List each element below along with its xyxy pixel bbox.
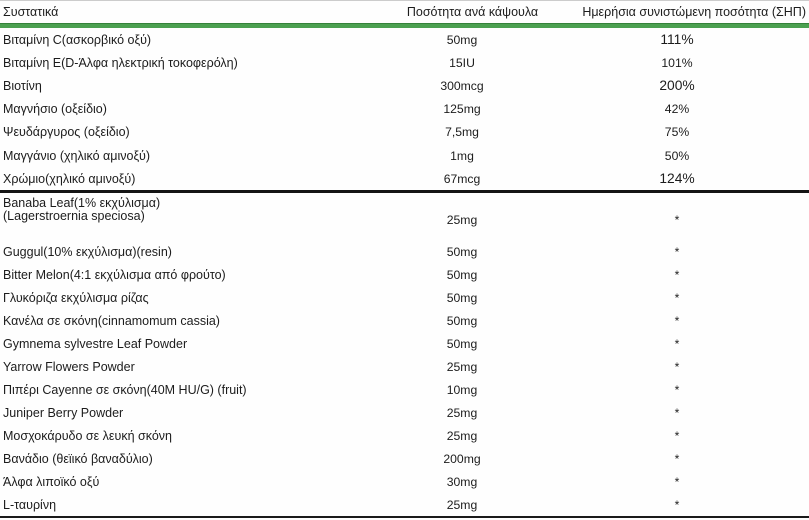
daily-value-cell: 200% bbox=[659, 78, 695, 94]
ingredient-cell: Κανέλα σε σκόνη(cinnamomum cassia) bbox=[3, 313, 220, 328]
daily-value-cell: * bbox=[674, 405, 680, 420]
daily-value-cell: * bbox=[674, 451, 680, 466]
daily-value-cell: 124% bbox=[659, 171, 695, 187]
daily-value-cell: * bbox=[674, 213, 680, 228]
amount-cell: 50mg bbox=[446, 336, 478, 351]
ingredient-cell: Βιταμίνη C(ασκορβικό οξύ) bbox=[3, 32, 152, 47]
table-row bbox=[0, 309, 809, 332]
ingredient-cell: Μαγγάνιο (χηλικό αμινοξύ) bbox=[3, 148, 151, 163]
herbal-ingredients-section bbox=[0, 193, 809, 516]
table-row bbox=[0, 240, 809, 263]
table-row bbox=[0, 167, 809, 190]
table-bottom-rule bbox=[0, 516, 809, 518]
daily-value-cell: * bbox=[674, 428, 680, 443]
amount-cell: 50mg bbox=[446, 244, 478, 259]
table-header-row bbox=[0, 1, 809, 23]
ingredient-cell: Ψευδάργυρος (οξείδιο) bbox=[3, 125, 130, 140]
table-row bbox=[0, 401, 809, 424]
header-amount-per-capsule: Ποσότητα ανά κάψουλα bbox=[406, 5, 539, 19]
table-row bbox=[0, 493, 809, 516]
ingredient-line-2: (Lagerstroernia speciosa) bbox=[3, 209, 145, 224]
amount-cell: 15IU bbox=[449, 55, 475, 70]
table-row bbox=[0, 286, 809, 309]
table-row bbox=[0, 378, 809, 401]
table-row bbox=[0, 263, 809, 286]
daily-value-cell: * bbox=[674, 336, 680, 351]
ingredient-cell: Yarrow Flowers Powder bbox=[3, 359, 135, 374]
ingredient-cell: Βιταμίνη E(D-Άλφα ηλεκτρική τοκοφερόλη) bbox=[3, 55, 238, 70]
amount-cell: 25mg bbox=[446, 405, 478, 420]
table-row bbox=[0, 121, 809, 144]
amount-cell: 50mg bbox=[446, 32, 478, 47]
table-row bbox=[0, 74, 809, 97]
daily-value-cell: * bbox=[674, 267, 680, 282]
ingredient-cell: Γλυκόριζα εκχύλισμα ρίζας bbox=[3, 290, 149, 305]
amount-cell: 300mcg bbox=[440, 78, 484, 93]
ingredient-cell: Μοσχοκάρυδο σε λευκή σκόνη bbox=[3, 428, 172, 443]
ingredient-cell: Guggul(10% εκχύλισμα)(resin) bbox=[3, 244, 172, 259]
table-row bbox=[0, 332, 809, 355]
ingredient-cell: Άλφα λιποϊκό οξύ bbox=[3, 474, 100, 489]
header-daily-recommended: Ημερήσια συνιστώμενη ποσότητα (ΣΗΠ) bbox=[582, 5, 806, 19]
amount-cell: 50mg bbox=[446, 290, 478, 305]
table-row bbox=[0, 98, 809, 121]
amount-cell: 125mg bbox=[443, 102, 481, 117]
ingredient-cell: Bitter Melon(4:1 εκχύλισμα από φρούτο) bbox=[3, 267, 226, 282]
ingredient-cell: Βανάδιο (θεϊικό βαναδύλιο) bbox=[3, 451, 153, 466]
ingredient-line-1: Banaba Leaf(1% εκχύλισμα) bbox=[3, 196, 161, 211]
amount-cell: 50mg bbox=[446, 267, 478, 282]
table-row bbox=[0, 424, 809, 447]
ingredient-cell bbox=[0, 193, 357, 223]
amount-cell: 200mg bbox=[443, 451, 481, 466]
daily-value-cell: 101% bbox=[661, 55, 693, 70]
daily-value-cell: * bbox=[674, 474, 680, 489]
table-row bbox=[0, 193, 809, 240]
daily-value-cell: * bbox=[674, 382, 680, 397]
table-row bbox=[0, 470, 809, 493]
ingredient-cell: Μαγνήσιο (οξείδιο) bbox=[3, 102, 107, 117]
amount-cell: 50mg bbox=[446, 313, 478, 328]
amount-cell: 25mg bbox=[446, 359, 478, 374]
daily-value-cell: * bbox=[674, 359, 680, 374]
ingredient-cell: Gymnema sylvestre Leaf Powder bbox=[3, 336, 188, 351]
ingredient-cell: Χρώμιο(χηλικό αμινοξύ) bbox=[3, 171, 136, 186]
table-row bbox=[0, 447, 809, 470]
daily-value-cell: * bbox=[674, 290, 680, 305]
amount-cell: 25mg bbox=[446, 428, 478, 443]
amount-cell: 25mg bbox=[446, 213, 478, 228]
daily-value-cell: * bbox=[674, 313, 680, 328]
amount-cell: 25mg bbox=[446, 497, 478, 512]
amount-cell: 30mg bbox=[446, 474, 478, 489]
table-row bbox=[0, 51, 809, 74]
daily-value-cell: 111% bbox=[660, 32, 694, 48]
table-row bbox=[0, 144, 809, 167]
ingredient-cell: Βιοτίνη bbox=[3, 78, 42, 93]
amount-cell: 7,5mg bbox=[445, 125, 479, 140]
daily-value-cell: 42% bbox=[664, 102, 690, 117]
vitamins-minerals-section bbox=[0, 28, 809, 190]
header-ingredients: Συστατικά bbox=[3, 5, 59, 19]
daily-value-cell: 50% bbox=[664, 148, 690, 163]
amount-cell: 1mg bbox=[450, 148, 474, 163]
daily-value-cell: * bbox=[674, 244, 680, 259]
table-row bbox=[0, 28, 809, 51]
ingredient-cell: Juniper Berry Powder bbox=[3, 405, 124, 420]
ingredient-cell: Πιπέρι Cayenne σε σκόνη(40M HU/G) (fruit) bbox=[3, 382, 247, 397]
amount-cell: 10mg bbox=[446, 382, 478, 397]
daily-value-cell: * bbox=[674, 497, 680, 512]
table-row bbox=[0, 355, 809, 378]
ingredient-cell: L-ταυρίνη bbox=[3, 497, 57, 512]
daily-value-cell: 75% bbox=[664, 125, 690, 140]
amount-cell: 67mcg bbox=[443, 171, 481, 186]
